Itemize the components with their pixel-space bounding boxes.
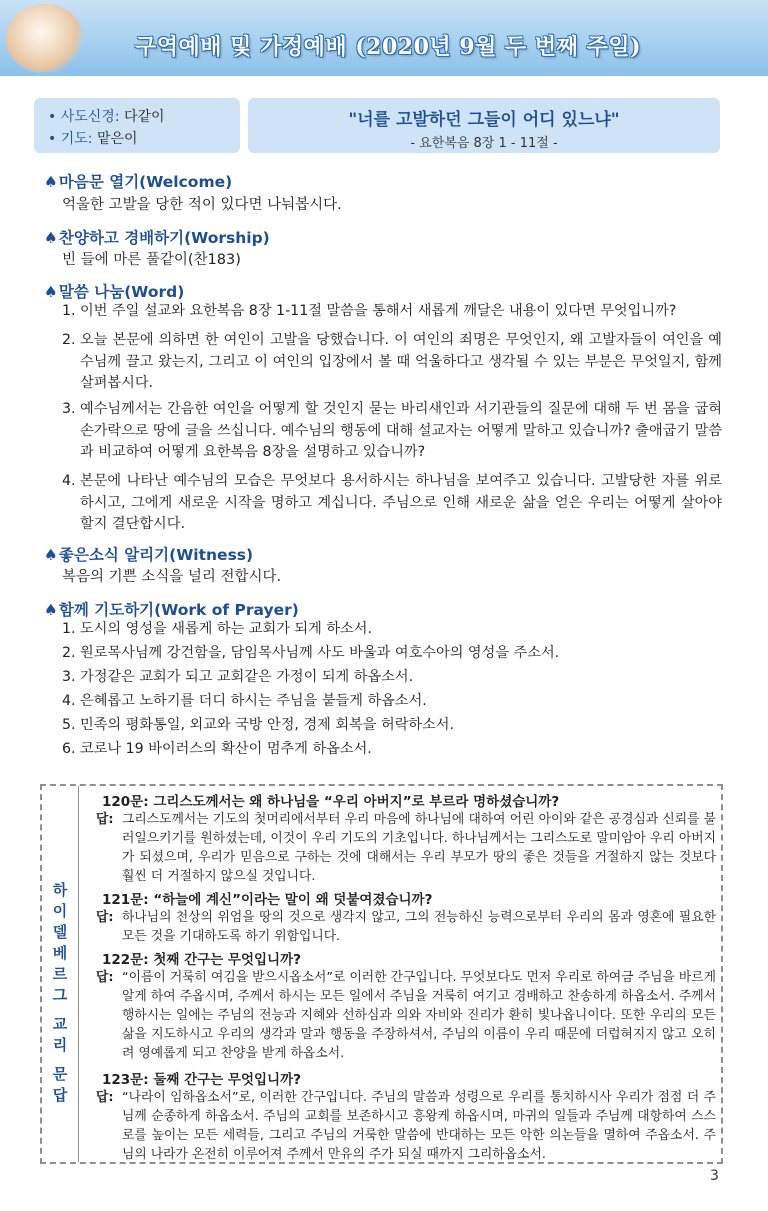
catechism-question: 121문: “하늘에 계신”이라는 말이 왜 덧붙여졌습니까? bbox=[102, 892, 433, 908]
catechism-question: 122문: 첫째 간구는 무엇입니까? bbox=[102, 952, 301, 968]
spade-icon: ♠ bbox=[44, 173, 58, 191]
item-number: 3. bbox=[62, 669, 76, 685]
catechism-answer: 답: 하나님의 천상의 위엄을 땅의 것으로 생각지 않고, 그의 전능하신 능력으로부터 우리의 몸과 영혼에 필요한 모든 것을 기대하도록 하기 위함입니다. bbox=[96, 910, 716, 944]
prayer-value: 맡은이 bbox=[96, 131, 138, 147]
item-number: 6. bbox=[62, 741, 76, 757]
item-number: 4. bbox=[62, 693, 76, 709]
catechism-question: 123문: 둘째 간구는 무엇입니까? bbox=[102, 1072, 301, 1088]
side-label-doctrine: 교 리 bbox=[52, 1015, 68, 1054]
spade-icon: ♠ bbox=[44, 229, 58, 247]
section-heading-word: ♠말씀 나눔(Word) bbox=[44, 283, 185, 301]
spade-icon: ♠ bbox=[44, 546, 58, 564]
word-question: 1. 이번 주일 설교와 요한복음 8장 1-11절 말씀을 통해서 새롭게 깨달은 내용이 있다면 무엇입니까? bbox=[62, 301, 722, 323]
header-banner bbox=[0, 0, 768, 76]
item-number: 1. bbox=[62, 621, 76, 637]
item-number: 2. bbox=[62, 332, 76, 348]
answer-label: 답: bbox=[96, 812, 114, 827]
creed-value: 다같이 bbox=[124, 109, 165, 125]
answer-label: 답: bbox=[96, 1090, 114, 1105]
scripture-box bbox=[248, 98, 720, 153]
catechism-question: 120문: 그리스도께서는 왜 하나님을 “우리 아버지”로 부르라 명하셨습니까? bbox=[102, 794, 560, 810]
page-title: 구역예배 및 가정예배 (2020년 9월 두 번째 주일) bbox=[134, 34, 641, 60]
scripture-reference: - 요한복음 8장 1 - 11절 - bbox=[410, 136, 558, 151]
item-number: 3. bbox=[62, 401, 76, 417]
creed-line: • 사도신경: 다같이 bbox=[48, 109, 165, 125]
word-question: 2. 오늘 본문에 의하면 한 여인이 고발을 당했습니다. 이 여인의 죄명은 무엇인지, 왜 고발자들이 여인을 예수님께 끌고 왔는지, 그리고 이 여인의 입장에서 볼 때 억울하다고 생각될 수 있는 부분은 무엇일지, 함께 살펴봅시다. bbox=[62, 332, 722, 391]
witness-text: 복음의 기쁜 소식을 널리 전합시다. bbox=[62, 569, 282, 585]
spade-icon: ♠ bbox=[44, 601, 58, 619]
section-heading-welcome: ♠마음문 열기(Welcome) bbox=[44, 173, 233, 191]
catechism-answer: 답: “이름이 거룩히 여김을 받으시옵소서”로 이러한 간구입니다. 무엇보다도 먼저 우리로 하여금 주님을 바르게 알게 하여 주옵시며, 주께서 하시는 모든 일에서 주님을 거룩히 여기고 경배하고 찬송하게 하옵소서. 주께서 행하시는 일에는 주님의 전능과 지혜와 선하심과 의와 자비와 진리가 환히 빛나옵니이다. 또한 우리의 모든 삶을 지도하시고 우리의 생각과 말과 행동을 주장하셔서, 주님의 이름이 우리 때문에 더럽혀지지 않고 오히려 영예롭게 되고 찬양을 받게 하옵소서. bbox=[96, 970, 716, 1061]
catechism-box bbox=[40, 784, 723, 1164]
prayer-item: 2. 원로목사님께 강건함을, 담임목사님께 사도 바울과 여호수아의 영성을 주소서. bbox=[62, 643, 722, 665]
prayer-item: 6. 코로나 19 바이러스의 확산이 멈추게 하옵소서. bbox=[62, 739, 722, 761]
item-number: 2. bbox=[62, 645, 76, 661]
worship-text: 빈 들에 마른 풀같이(찬183) bbox=[62, 252, 241, 268]
side-label-heidelberg: 하 이 델 베 르 그 bbox=[52, 881, 68, 1004]
creed-label: 사도신경 bbox=[60, 109, 115, 125]
word-question: 3. 예수님께서는 간음한 여인을 어떻게 할 것인지 묻는 바리새인과 서기관들의 질문에 대해 두 번 몸을 굽혀 손가락으로 땅에 글을 쓰십니다. 예수님의 행동에 대해 설교자는 어떻게 말하고 있습니까? 출애굽기 말씀과 비교하여 어떻게 요한복음 8장을 설명하고 있습니까? bbox=[62, 401, 722, 460]
item-number: 1. bbox=[62, 303, 76, 319]
section-heading-witness: ♠좋은소식 알리기(Witness) bbox=[44, 546, 254, 564]
prayer-label: 기도 bbox=[60, 131, 88, 147]
page-number: 3 bbox=[710, 1168, 719, 1184]
welcome-text: 억울한 고발을 당한 적이 있다면 나눠봅시다. bbox=[62, 197, 342, 213]
item-number: 5. bbox=[62, 717, 76, 733]
spade-icon: ♠ bbox=[44, 283, 58, 301]
bullet-icon: • bbox=[48, 109, 57, 125]
answer-label: 답: bbox=[96, 910, 114, 925]
catechism-answer: 답: “나라이 임하옵소서”로, 이러한 간구입니다. 주님의 말씀과 성령으로 우리를 통치하시사 우리가 점점 더 주님께 순종하게 하옵소서. 주님의 교회를 보존하시고 흥왕케 하옵시며, 마귀의 일들과 주님께 대항하여 스스로를 높이는 모든 세력들, 그리고 주님의 거룩한 말씀에 반대하는 모든 악한 의논들을 멸하여 주옵소서. 주님의 나라가 온전히 이루어져 주께서 만유의 주가 되실 때까지 그리하옵소서. bbox=[96, 1090, 716, 1162]
prayer-item: 1. 도시의 영성을 새롭게 하는 교회가 되게 하소서. bbox=[62, 619, 722, 641]
catechism-side-label bbox=[42, 786, 79, 1162]
side-label-qa: 문 답 bbox=[52, 1065, 68, 1104]
prayer-item: 5. 민족의 평화통일, 외교와 국방 안정, 경제 회복을 허락하소서. bbox=[62, 715, 722, 737]
prayer-item: 3. 가정같은 교회가 되고 교회같은 가정이 되게 하옵소서. bbox=[62, 667, 722, 689]
item-number: 4. bbox=[62, 473, 76, 489]
sermon-title: "너를 고발하던 그들이 어디 있느냐" bbox=[348, 110, 620, 130]
prayer-item: 4. 은혜롭고 노하기를 더디 하시는 주님을 붙들게 하옵소서. bbox=[62, 691, 722, 713]
section-heading-prayer: ♠함께 기도하기(Work of Prayer) bbox=[44, 601, 299, 619]
worship-order-box bbox=[34, 98, 240, 153]
section-heading-worship: ♠찬양하고 경배하기(Worship) bbox=[44, 229, 270, 247]
prayer-line: • 기도: 맡은이 bbox=[48, 131, 138, 147]
praying-hands-image bbox=[6, 4, 84, 74]
catechism-answer: 답: 그리스도께서는 기도의 첫머리에서부터 우리 마음에 하나님에 대하여 어린 아이와 같은 공경심과 신뢰를 불러일으키기를 원하셨는데, 이것이 우리 기도의 기초입니다. 하나님께서는 그리스도로 말미암아 우리 아버지가 되셨으며, 우리가 믿음으로 구하는 것에 대해서는 우리 부모가 땅의 좋은 것들을 거절하지 않는 것보다 훨씬 더 거절하지 않으실 것입니다. bbox=[96, 812, 716, 884]
answer-label: 답: bbox=[96, 970, 114, 985]
bullet-icon: • bbox=[48, 131, 57, 147]
word-question: 4. 본문에 나타난 예수님의 모습은 무엇보다 용서하시는 하나님을 보여주고 있습니다. 고발당한 자를 위로하시고, 그에게 새로운 시작을 명하고 계십니다. 주님으로 인해 새로운 삶을 얻은 우리는 어떻게 살아야할지 결단합시다. bbox=[62, 473, 722, 532]
